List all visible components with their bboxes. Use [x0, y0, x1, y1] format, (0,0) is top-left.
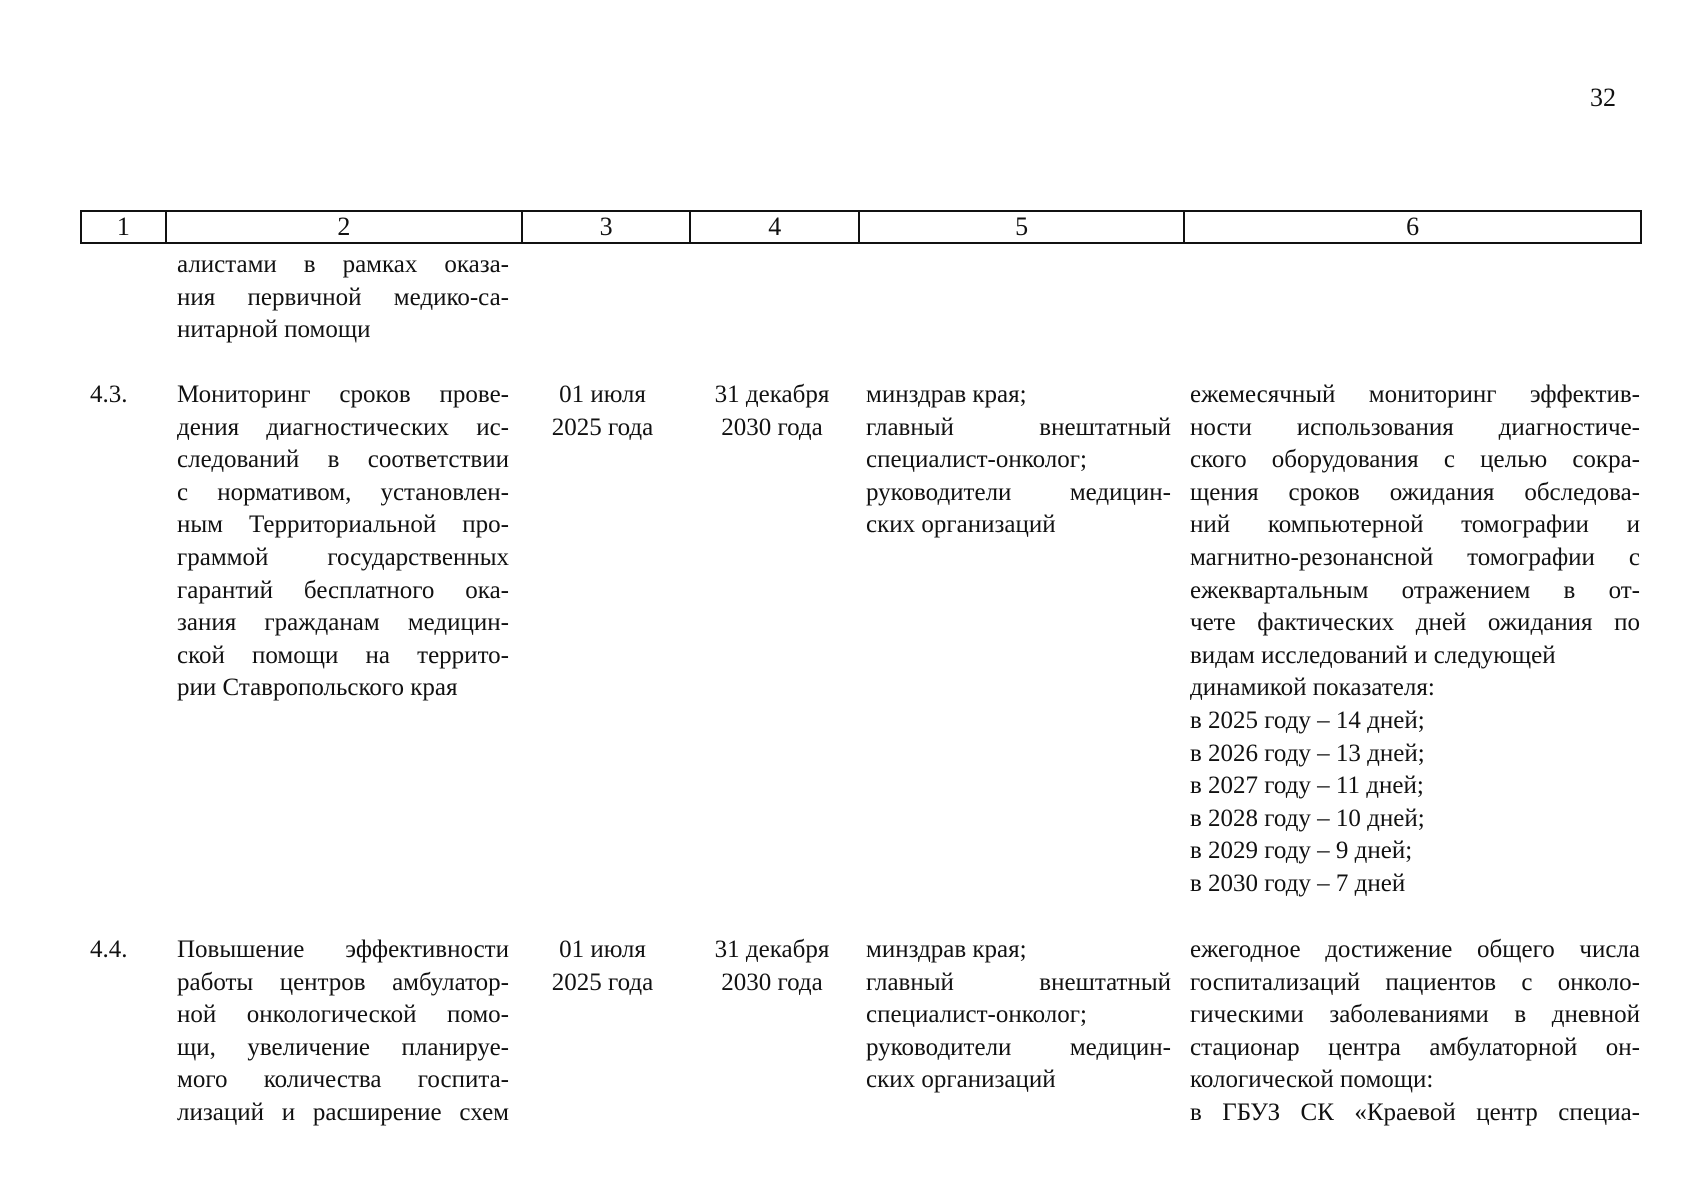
text-line: чете фактических дней ожидания по — [1190, 609, 1640, 637]
text-line: ских организаций — [866, 511, 1056, 539]
text-line: Мониторинг сроков прове- — [177, 381, 509, 408]
header-cell-2: 2 — [167, 212, 523, 242]
text-line: магнитно-резонансной томографии с — [1190, 543, 1640, 571]
text-line: 2025 года — [551, 413, 654, 441]
text-line: в 2029 году – 9 дней; — [1190, 837, 1413, 865]
text-line: с нормативом, установлен- — [177, 478, 509, 506]
end-date — [702, 934, 842, 999]
text-line: в 2025 году – 14 дней; — [1190, 706, 1425, 734]
text-line: ского оборудования с целью сокра- — [1190, 446, 1640, 474]
row-description — [177, 379, 509, 705]
text-line: динамикой показателя: — [1190, 674, 1435, 702]
continuation-description — [177, 249, 509, 347]
text-line: ной онкологической помо- — [177, 1001, 509, 1029]
text-line: щи, увеличение планируе- — [177, 1033, 509, 1061]
text-line: видам исследований и следующей — [1190, 641, 1556, 669]
text-line: в 2030 году – 7 дней — [1190, 869, 1406, 897]
text-line: ности использования диагностиче- — [1190, 413, 1640, 441]
text-line: ской помощи на террито- — [177, 641, 509, 669]
text-line: дения диагностических ис- — [177, 413, 509, 441]
text-line: гическими заболеваниями в дневной — [1190, 1001, 1640, 1029]
text-line: работы центров амбулатор- — [177, 968, 509, 996]
text-line: главный внештатный — [866, 968, 1171, 996]
text-line: алистами в рамках оказа- — [177, 251, 509, 278]
row-description — [177, 934, 509, 1130]
text-line: ния первичной медико-са- — [177, 283, 509, 311]
page-number: 32 — [1590, 83, 1616, 112]
text-line: 2030 года — [721, 968, 823, 996]
text-line: зания гражданам медицин- — [177, 609, 509, 637]
text-line: в 2027 году – 11 дней; — [1190, 772, 1424, 800]
row-number: 4.4. — [90, 936, 128, 963]
text-line: лизаций и расширение схем — [177, 1098, 509, 1126]
text-line: ным Территориальной про- — [177, 511, 509, 539]
header-cell-4: 4 — [691, 212, 860, 242]
text-line: 01 июля — [559, 936, 646, 963]
text-line: в 2026 году – 13 дней; — [1190, 739, 1425, 767]
text-line: стационар центра амбулаторной он- — [1190, 1033, 1640, 1061]
text-line: ний компьютерной томографии и — [1190, 511, 1640, 539]
text-line: нитарной помощи — [177, 316, 371, 344]
responsible-parties — [866, 379, 1171, 542]
text-line: 2025 года — [551, 968, 654, 996]
text-line: ежемесячный мониторинг эффектив- — [1190, 381, 1640, 408]
responsible-parties — [866, 934, 1171, 1097]
text-line: 2030 года — [721, 413, 823, 441]
text-line: Повышение эффективности — [177, 936, 509, 963]
text-line: руководители медицин- — [866, 1033, 1171, 1061]
header-cell-5: 5 — [860, 212, 1185, 242]
text-line: мого количества госпита- — [177, 1066, 509, 1094]
text-line: специалист-онколог; — [866, 1001, 1087, 1029]
text-line: граммой государственных — [177, 543, 509, 571]
expected-result — [1190, 934, 1640, 1130]
text-line: 01 июля — [559, 381, 646, 408]
text-line: специалист-онколог; — [866, 446, 1087, 474]
header-cell-3: 3 — [523, 212, 692, 242]
text-line: щения сроков ожидания обследова- — [1190, 478, 1640, 506]
text-line: главный внештатный — [866, 413, 1171, 441]
text-line: 31 декабря — [714, 936, 830, 963]
header-cell-1: 1 — [82, 212, 167, 242]
row-number: 4.3. — [90, 381, 128, 408]
text-line: 31 декабря — [714, 381, 830, 408]
text-line: следований в соответствии — [177, 446, 509, 474]
text-line: гарантий бесплатного ока- — [177, 576, 509, 604]
expected-result — [1190, 379, 1640, 901]
text-line: ежеквартальным отражением в от- — [1190, 576, 1640, 604]
text-line: рии Ставропольского края — [177, 674, 458, 702]
header-cell-6: 6 — [1406, 212, 1420, 241]
text-line: кологической помощи: — [1190, 1066, 1434, 1094]
end-date — [702, 379, 842, 444]
table-header-row — [80, 210, 1642, 244]
start-date — [540, 934, 665, 999]
text-line: госпитализаций пациентов с онколо- — [1190, 968, 1640, 996]
text-line: минздрав края; — [866, 381, 1027, 408]
text-line: минздрав края; — [866, 936, 1027, 963]
start-date — [540, 379, 665, 444]
text-line: в ГБУЗ СК «Краевой центр специа- — [1190, 1098, 1640, 1126]
text-line: в 2028 году – 10 дней; — [1190, 804, 1425, 832]
text-line: ежегодное достижение общего числа — [1190, 936, 1640, 963]
text-line: ских организаций — [866, 1066, 1056, 1094]
text-line: руководители медицин- — [866, 478, 1171, 506]
